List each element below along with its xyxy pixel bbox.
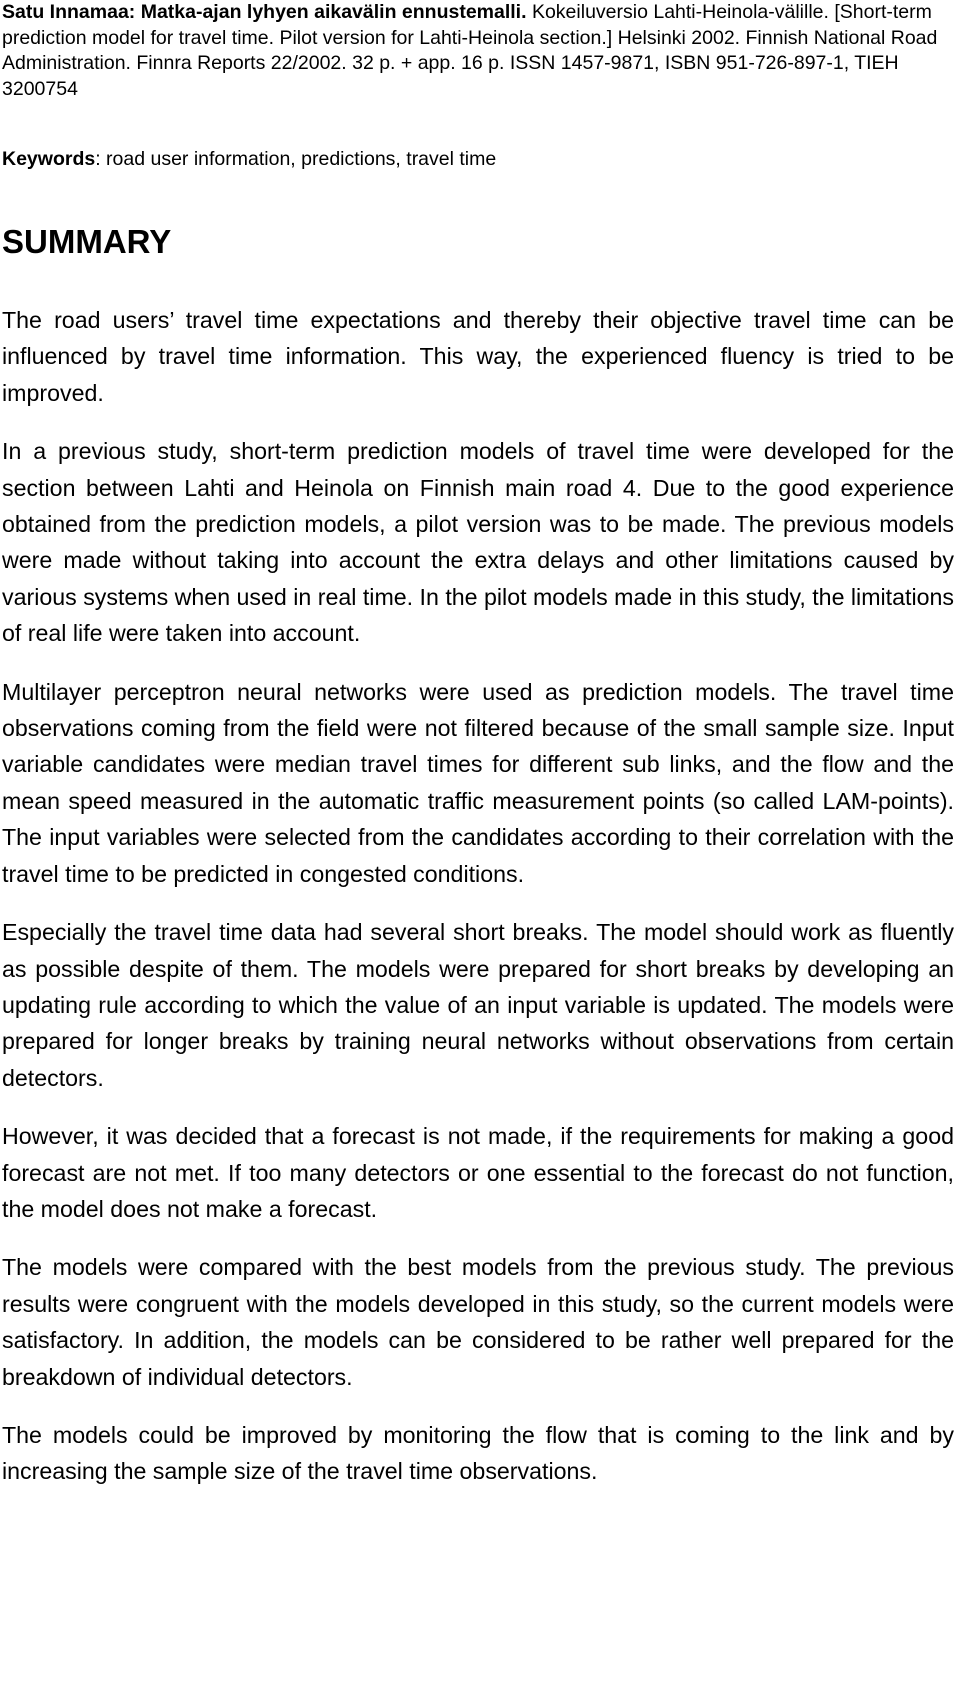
paragraph: In a previous study, short-term prediction models of travel time were developed for the section between Lahti and Heinola on Finnish main road 4. Due to the good experience obtained from the prediction models, a pilot version was to be made. The previous models were made without taking into account the extra delays and other limitations caused by various systems when used in real time. In the pilot models made in this study, the limitations of real life were taken into account. [2, 438, 954, 647]
keywords-text: : road user information, predictions, travel time [95, 148, 497, 170]
summary-body [2, 302, 954, 1490]
paragraph: The models could be improved by monitoring the flow that is coming to the link and by increasing the sample size of the travel time observations. [2, 1421, 954, 1485]
keywords-line [2, 147, 954, 172]
reference-details: Kokeiluversio Lahti-Heinola-välille. [Short-term prediction model for travel time. Pilot version for Lahti-Heinola section.] Helsinki 2002. Finnish National Road Administration. Finnra Reports 22/2002. 32 p. + app. 16 p. ISSN 1457-9871, ISBN 951-726-897-1, TIEH 3200754 [2, 1, 938, 100]
paragraph: The road users’ travel time expectations and thereby their objective travel time can be influenced by travel time information. This way, the experienced fluency is tried to be improved. [2, 307, 954, 406]
paragraph: Multilayer perceptron neural networks were used as prediction models. The travel time observations coming from the field were not filtered because of the small sample size. Input variable candidates were median travel times for different sub links, and the flow and the mean speed measured in the automatic traffic measurement points (so called LAM-points). The input variables were selected from the candidates according to their correlation with the travel time to be predicted in congested conditions. [2, 678, 954, 887]
document-page [2, 0, 954, 1512]
author-title: Satu Innamaa: Matka-ajan lyhyen aikavälin ennustemalli. [2, 1, 527, 23]
summary-heading: SUMMARY [2, 223, 172, 260]
bibliographic-reference [2, 0, 954, 102]
keywords-label: Keywords [2, 148, 96, 170]
paragraph: However, it was decided that a forecast is not made, if the requirements for making a good forecast are not met. If too many detectors or one essential to the forecast do not function, the model does not make a forecast. [2, 1123, 954, 1222]
paragraph: The models were compared with the best models from the previous study. The previous results were congruent with the models developed in this study, so the current models were satisfactory. In addition, the models can be considered to be rather well prepared for the breakdown of individual detectors. [2, 1254, 954, 1390]
paragraph: Especially the travel time data had several short breaks. The model should work as fluently as possible despite of them. The models were prepared for short breaks by developing an updating rule according to which the value of an input variable is updated. The models were prepared for longer breaks by training neural networks without observations from certain detectors. [2, 919, 954, 1091]
